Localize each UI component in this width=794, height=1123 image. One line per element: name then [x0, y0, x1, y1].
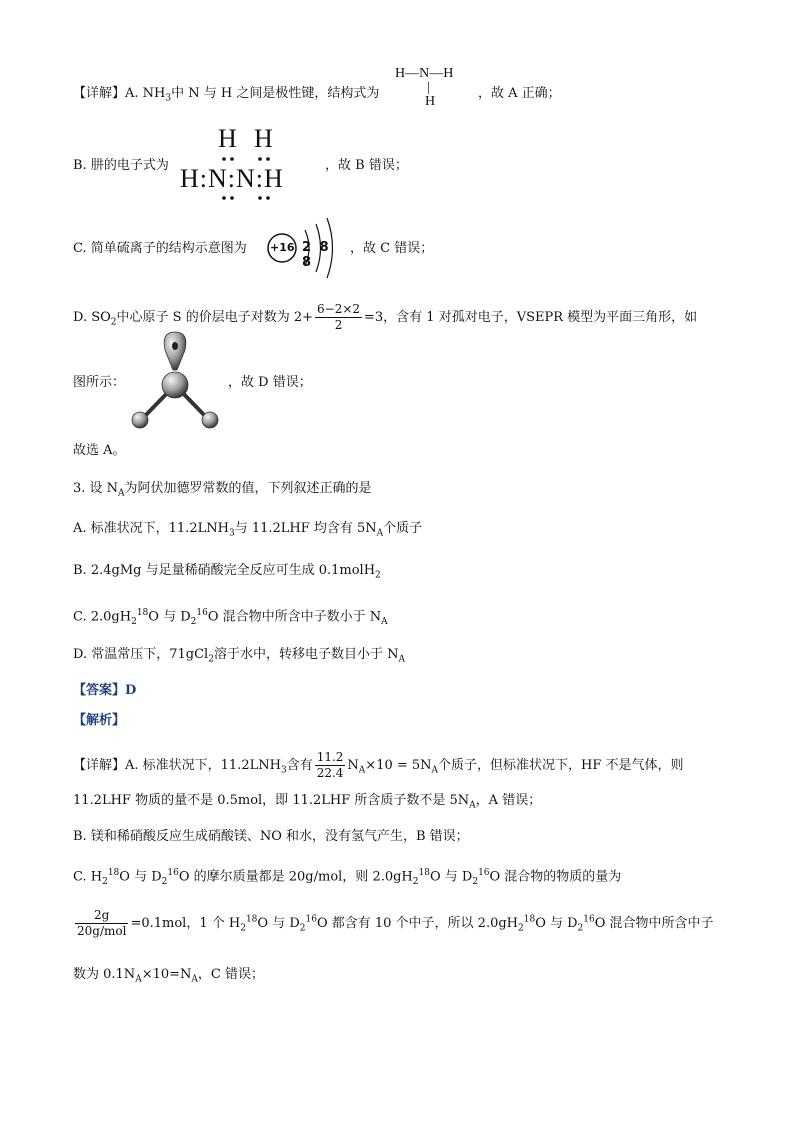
- subscript: 3: [165, 93, 172, 104]
- option-d-line: [73, 302, 697, 333]
- text: O 混合物的物质的量为: [489, 869, 622, 885]
- hydrazine-electron-formula: [180, 124, 320, 204]
- text: A. 标准状况下，11.2LNH: [73, 521, 229, 536]
- h-atom: H: [254, 124, 273, 153]
- text: ×10 = 5N: [365, 758, 432, 773]
- answer-label: 【答案】D: [73, 683, 137, 698]
- option-d-line2-suffix: ，故 D 错误；: [228, 375, 312, 390]
- text: D. SO: [73, 310, 111, 325]
- subscript: 2: [375, 570, 381, 581]
- subscript: 2: [412, 876, 419, 887]
- text: O 混合物中所含中子: [594, 916, 714, 931]
- text: 中心原子 S 的价层电子对数为 2+: [116, 310, 313, 325]
- sulfide-ion-diagram: [265, 210, 345, 285]
- subscript: 2: [240, 923, 246, 934]
- subscript: 3: [280, 765, 287, 776]
- nucleus-charge: +16: [270, 241, 295, 254]
- superscript: 18: [245, 914, 258, 925]
- text: 【详解】A. NH: [73, 86, 166, 101]
- subscript: 2: [131, 616, 137, 627]
- option-b-suffix: ，故 B 错误；: [325, 158, 408, 173]
- detail-c-line3: [73, 966, 264, 989]
- text: 数为 0.1N: [73, 967, 136, 982]
- text: 【详解】A. 标准状况下，11.2LNH: [73, 758, 281, 773]
- electron-row: H:N:N:H: [180, 164, 284, 193]
- subscript: A: [191, 974, 198, 985]
- superscript: 16: [478, 868, 490, 878]
- question-3-option-b: [73, 562, 381, 585]
- superscript: 18: [107, 868, 120, 878]
- superscript: 16: [167, 868, 179, 878]
- text: ，C 错误；: [197, 967, 264, 982]
- subscript: 3: [228, 528, 235, 539]
- denominator: 2: [334, 318, 343, 332]
- h-atom: H: [218, 124, 237, 153]
- text: 中 N 与 H 之间是极性键，结构式为: [171, 86, 380, 101]
- subscript: A: [398, 654, 405, 665]
- text: C. H: [73, 869, 103, 885]
- electron-dots: [180, 124, 320, 204]
- superscript: 16: [196, 608, 208, 618]
- detail-c-line1: [73, 864, 621, 891]
- numerator: 6−2×2: [317, 302, 361, 316]
- text: ×10=N: [141, 967, 192, 982]
- text: =3，含有 1 对孤对电子，VSEPR 模型为平面三角形，如: [364, 310, 698, 325]
- text: O 都含有 10 个中子，所以 2.0gH: [316, 916, 518, 931]
- subscript: A: [469, 800, 476, 811]
- denominator: 22.4: [316, 766, 344, 780]
- question-3-stem: [73, 480, 372, 503]
- numerator: 11.2: [316, 750, 344, 764]
- text: 为阿伏加德罗常数的值，下列叙述正确的是: [124, 481, 372, 496]
- subscript: 2: [299, 923, 306, 934]
- formula-top: H—N—H: [395, 66, 454, 81]
- subscript: A: [358, 765, 366, 776]
- subscript: A: [381, 616, 388, 627]
- denominator: 20g/mol: [77, 924, 127, 938]
- superscript: 16: [583, 914, 595, 925]
- option-c-suffix: ，故 C 错误；: [350, 241, 434, 256]
- detail-a-line1: [73, 750, 684, 781]
- vsepr-model-image: [125, 330, 225, 430]
- numerator: 2g: [75, 908, 128, 924]
- subscript: 2: [208, 654, 214, 665]
- subscript: A: [376, 528, 384, 539]
- electron-shells: 2 8 8: [302, 240, 331, 270]
- text: 与 11.2LHF 均含有 5N: [234, 521, 377, 536]
- formula-bond: |: [427, 80, 430, 95]
- text: C. 2.0gH: [73, 609, 132, 625]
- text: ，A 错误；: [475, 793, 542, 808]
- text: D. 常温常压下，71gCl: [73, 647, 209, 662]
- question-3-option-c: [73, 604, 388, 631]
- superscript: 18: [136, 608, 149, 618]
- text: 溶于水中，转移电子数目小于 N: [213, 647, 399, 662]
- fraction: [315, 302, 362, 333]
- superscript: 18: [523, 914, 536, 925]
- text: O 混合物中所含中子数小于 N: [207, 609, 382, 625]
- option-c-prefix: C. 简单硫离子的结构示意图为: [73, 241, 247, 256]
- question-3-option-d: [73, 646, 405, 669]
- text: 含有: [286, 758, 313, 773]
- text: O 与 D: [148, 609, 191, 625]
- fraction: [75, 908, 128, 939]
- superscript: 16: [305, 914, 317, 925]
- superscript: 18: [418, 868, 430, 878]
- formula-bottom: H: [425, 94, 436, 109]
- text: 个质子: [383, 521, 423, 536]
- subscript: 2: [102, 876, 108, 887]
- subscript: A: [135, 974, 142, 985]
- detail-c-line2: [73, 908, 714, 939]
- text: O 与 D: [535, 916, 578, 931]
- option-a-line: [73, 85, 379, 108]
- text: 11.2LHF 物质的量不是 0.5mol，即 11.2LHF 所含质子数不是 5N: [73, 793, 470, 808]
- text: O 的摩尔质量都是 20g/mol，则 2.0gH: [178, 869, 413, 885]
- text: O 与 D: [429, 869, 473, 885]
- analysis-label: 【解析】: [73, 713, 126, 728]
- subscript: A: [118, 488, 125, 499]
- option-b-prefix: B. 肼的电子式为: [73, 158, 169, 173]
- option-a-suffix: ，故 A 正确；: [478, 86, 561, 101]
- text: 3. 设 N: [73, 481, 119, 496]
- subscript: 2: [518, 923, 524, 934]
- subscript: 2: [190, 616, 197, 627]
- text: O 与 D: [119, 869, 162, 885]
- option-d-line2-prefix: 图所示：: [73, 375, 126, 390]
- text: 个质子，但标准状况下，HF 不是气体，则: [438, 758, 684, 773]
- text: B. 2.4gMg 与足量稀硝酸完全反应可生成 0.1molH: [73, 563, 376, 578]
- nh3-structural-formula: [395, 66, 453, 110]
- text: N: [347, 758, 359, 773]
- subscript: 2: [110, 317, 117, 328]
- detail-a-line2: [73, 792, 541, 815]
- question-3-option-a: [73, 520, 422, 543]
- subscript: 2: [161, 876, 168, 887]
- detail-b-line: B. 镁和稀硝酸反应生成硝酸镁、NO 和水，没有氢气产生，B 错误；: [73, 829, 469, 844]
- subscript: 2: [577, 923, 584, 934]
- choose-line: 故选 A。: [73, 443, 126, 458]
- fraction: [315, 750, 346, 781]
- text: =0.1mol，1 个 H: [130, 916, 241, 931]
- text: O 与 D: [257, 916, 300, 931]
- subscript: A: [431, 765, 439, 776]
- subscript: 2: [472, 876, 479, 887]
